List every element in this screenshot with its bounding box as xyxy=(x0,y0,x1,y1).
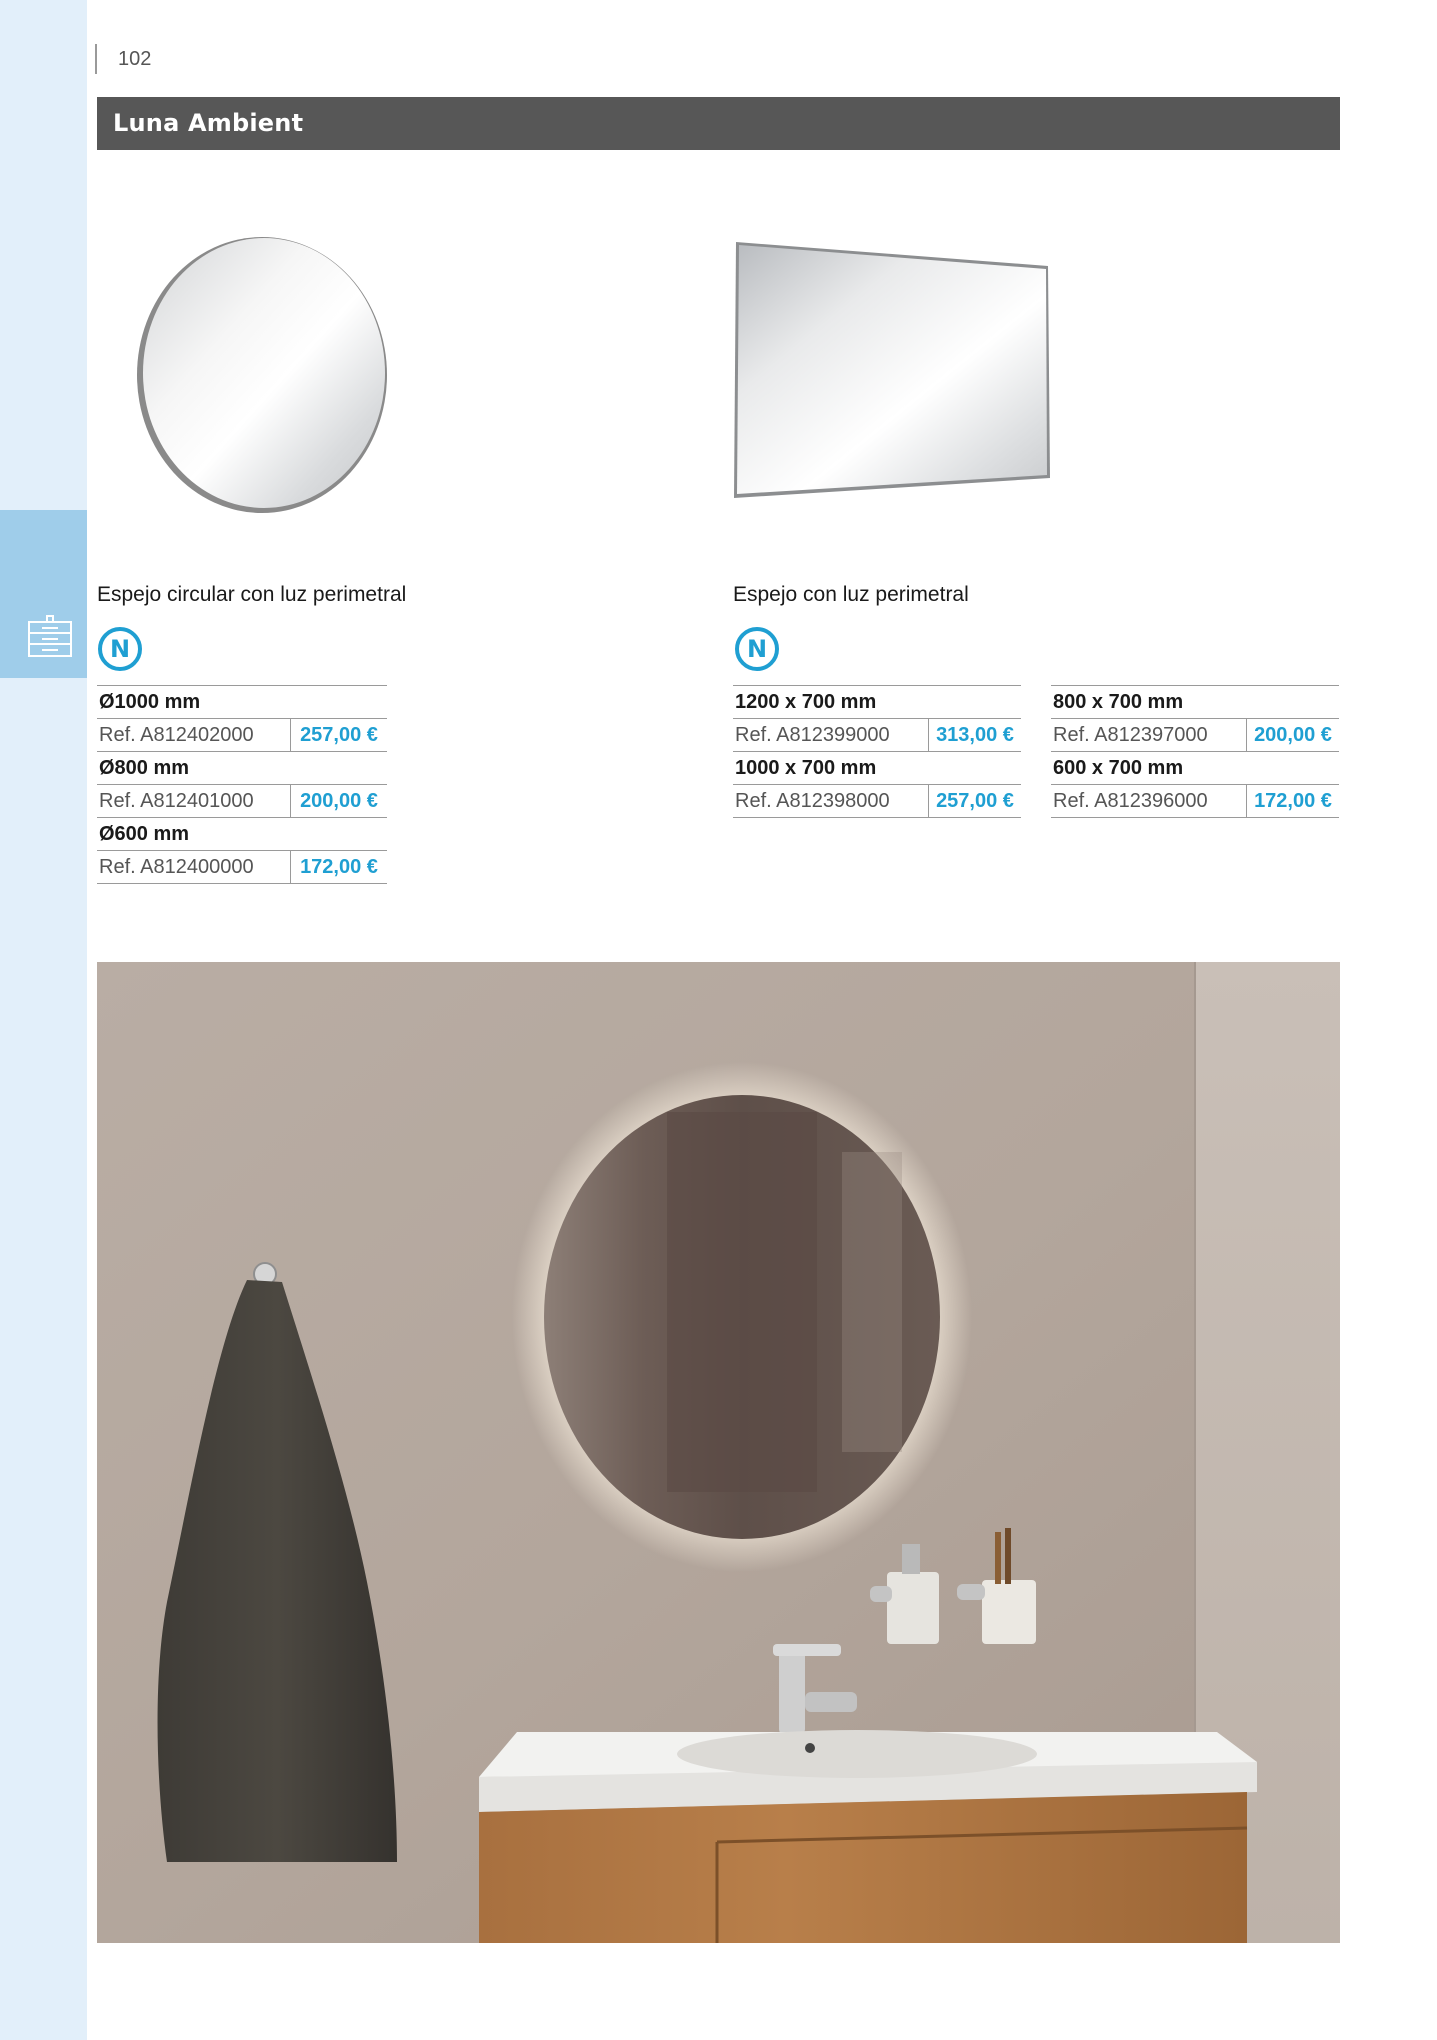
bathroom-scene-photo xyxy=(97,962,1340,1943)
size-label: Ø800 mm xyxy=(97,751,387,784)
product-title-round: Espejo circular con luz perimetral xyxy=(97,583,407,606)
spec-table-rect-b xyxy=(1051,685,1339,818)
side-color-strip xyxy=(0,0,87,2040)
price: 313,00 € xyxy=(928,719,1021,751)
spec-table-rect-a xyxy=(733,685,1021,818)
page-number: 102 xyxy=(118,48,152,70)
ref-code: Ref. A812399000 xyxy=(735,724,890,746)
ref-code: Ref. A812400000 xyxy=(99,856,254,878)
new-badge-icon: N xyxy=(98,627,142,671)
ref-code: Ref. A812402000 xyxy=(99,724,254,746)
ref-code: Ref. A812396000 xyxy=(1053,790,1208,812)
new-badge-icon: N xyxy=(735,627,779,671)
table-row xyxy=(97,784,387,817)
table-row xyxy=(733,784,1021,818)
page-number-rule xyxy=(95,44,97,74)
size-label: 800 x 700 mm xyxy=(1051,685,1339,718)
price: 257,00 € xyxy=(928,785,1021,817)
size-label: Ø600 mm xyxy=(97,817,387,850)
product-title-rect: Espejo con luz perimetral xyxy=(733,583,969,606)
table-row xyxy=(1051,784,1339,818)
table-row xyxy=(1051,718,1339,751)
table-row xyxy=(733,718,1021,751)
price: 257,00 € xyxy=(290,719,387,751)
price: 172,00 € xyxy=(290,851,387,883)
table-row xyxy=(97,850,387,884)
spec-table-round xyxy=(97,685,387,884)
vanity-cabinet-icon xyxy=(27,612,73,660)
size-label: Ø1000 mm xyxy=(97,685,387,718)
table-row xyxy=(97,718,387,751)
ref-code: Ref. A812401000 xyxy=(99,790,254,812)
section-title-bar xyxy=(97,97,1340,150)
round-mirror-image xyxy=(134,234,390,516)
size-label: 600 x 700 mm xyxy=(1051,751,1339,784)
price: 172,00 € xyxy=(1246,785,1339,817)
ref-code: Ref. A812398000 xyxy=(735,790,890,812)
rectangular-mirror-image xyxy=(730,238,1052,500)
price: 200,00 € xyxy=(290,785,387,817)
size-label: 1200 x 700 mm xyxy=(733,685,1021,718)
size-label: 1000 x 700 mm xyxy=(733,751,1021,784)
page-title: Luna Ambient xyxy=(113,109,304,137)
price: 200,00 € xyxy=(1246,719,1339,751)
ref-code: Ref. A812397000 xyxy=(1053,724,1208,746)
